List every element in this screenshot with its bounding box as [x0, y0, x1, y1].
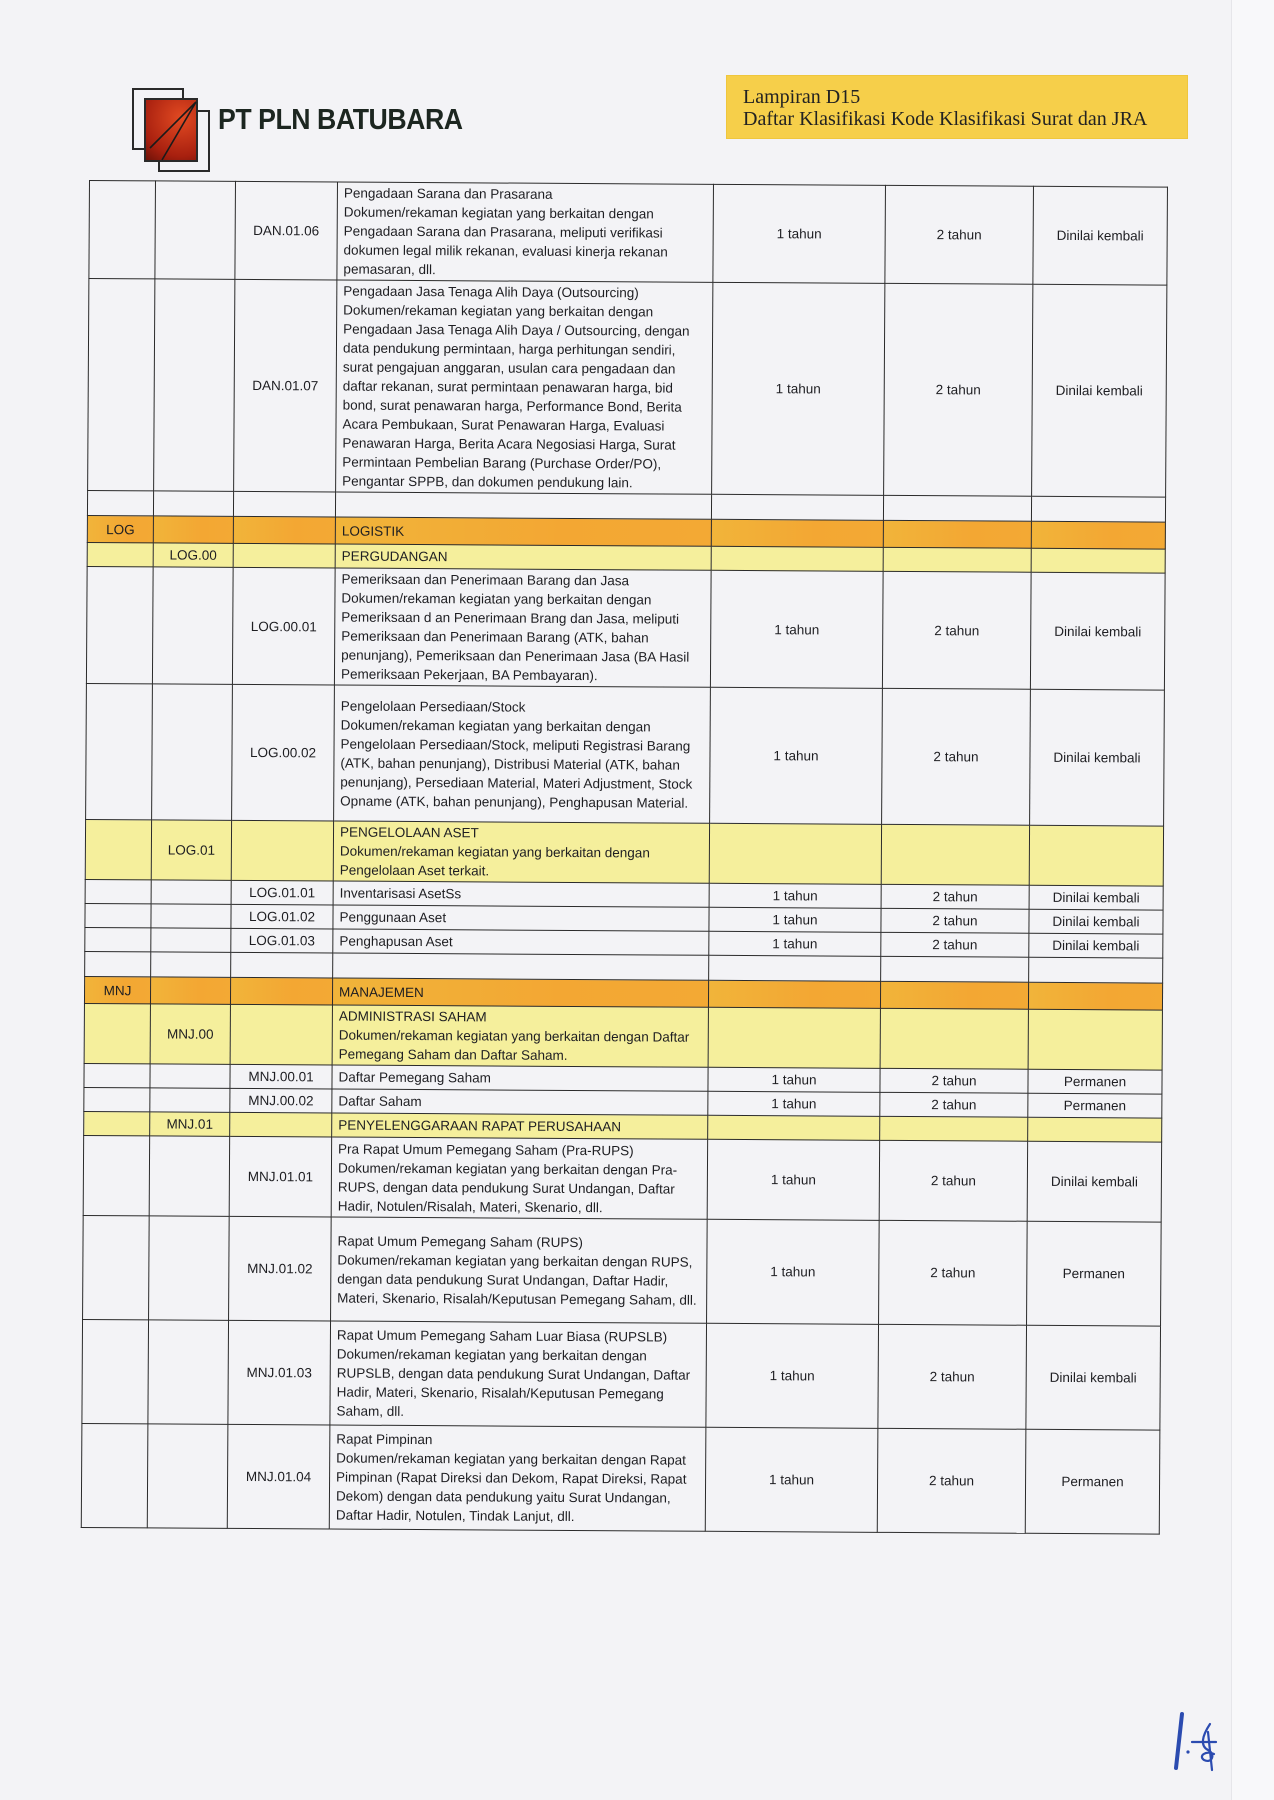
subcategory-row — [85, 819, 1163, 886]
retention-active: 1 tahun — [710, 687, 883, 824]
empty-cell — [335, 492, 711, 519]
empty-cell — [84, 1003, 150, 1063]
retention-inactive: 2 tahun — [882, 571, 1031, 689]
empty-cell — [85, 951, 151, 976]
category-title: LOGISTIK — [335, 517, 711, 546]
subcategory-code: LOG.00 — [153, 543, 233, 567]
logo-mark-icon — [130, 86, 212, 172]
empty-cell — [85, 819, 151, 879]
item-title: Inventarisasi AsetSs — [339, 885, 462, 902]
retention-final: Dinilai kembali — [1029, 933, 1163, 958]
table-row — [86, 683, 1165, 826]
item-description — [331, 1217, 708, 1323]
empty-cell — [151, 952, 231, 977]
empty-cell — [1029, 825, 1163, 886]
empty-cell — [230, 1112, 332, 1137]
item-code: MNJ.00.01 — [230, 1064, 332, 1089]
empty-cell — [711, 546, 883, 571]
retention-active: 1 tahun — [708, 1091, 880, 1116]
empty-cell — [880, 1008, 1028, 1069]
item-title: Pengadaan Jasa Tenaga Alih Daya (Outsourcing) — [343, 283, 639, 301]
item-desc: Dokumen/rekaman kegiatan yang berkaitan dengan Pengadaan Sarana dan Prasarana, meliputi verifikasi dokumen legal milik rekanan, evaluasi kinerja rekanan pemasaran, dll. — [343, 204, 668, 278]
empty-cell — [87, 490, 153, 515]
subcategory-title: PERGUDANGAN — [341, 548, 448, 565]
item-description — [332, 1065, 708, 1091]
empty-cell — [333, 953, 709, 980]
empty-cell — [150, 1064, 230, 1088]
item-title: Rapat Pimpinan — [336, 1431, 433, 1448]
empty-cell — [1031, 548, 1165, 573]
item-code: MNJ.01.02 — [229, 1216, 332, 1321]
empty-cell — [152, 567, 233, 684]
subcategory-code: MNJ.00 — [150, 1004, 230, 1064]
empty-cell — [88, 279, 155, 491]
empty-cell — [230, 977, 332, 1005]
empty-cell — [87, 542, 153, 566]
retention-active: 1 tahun — [708, 1067, 880, 1092]
retention-active: 1 tahun — [710, 570, 883, 688]
item-description — [331, 1137, 707, 1219]
retention-final: Dinilai kembali — [1030, 572, 1165, 690]
empty-cell — [86, 683, 153, 819]
empty-cell — [85, 903, 151, 927]
empty-cell — [84, 1111, 150, 1135]
item-description — [333, 905, 709, 931]
item-description — [330, 1321, 707, 1427]
empty-cell — [231, 820, 333, 881]
item-description — [332, 1089, 708, 1115]
empty-cell — [1028, 982, 1162, 1010]
empty-cell — [147, 1424, 228, 1528]
item-desc: Dokumen/rekaman kegiatan yang berkaitan dengan Pra-RUPS, dengan data pendukung Surat Undangan, Daftar Hadir, Notulen/Risalah, Materi, Skenario, dll. — [337, 1160, 678, 1215]
retention-final: Permanen — [1027, 1221, 1162, 1326]
empty-cell — [1028, 1117, 1162, 1142]
item-description — [334, 568, 711, 687]
retention-final: Dinilai kembali — [1033, 186, 1168, 285]
item-desc: Dokumen/rekaman kegiatan yang berkaitan dengan Pengelolaan Persediaan/Stock, meliputi Registrasi Barang (ATK, bahan penunjang), Distribusi Material (ATK, bahan penunjang), Persediaan Material, Materi Adjustment, Stock Opname (ATK, bahan penunjang), Penghapusan Material. — [340, 717, 693, 811]
retention-active: 1 tahun — [709, 907, 881, 932]
retention-active: 1 tahun — [709, 931, 881, 956]
empty-cell — [708, 980, 880, 1008]
item-title: Rapat Umum Pemegang Saham (RUPS) — [337, 1233, 583, 1250]
item-title: Pemeriksaan dan Penerimaan Barang dan Jasa — [341, 571, 630, 589]
empty-cell — [81, 1423, 148, 1527]
item-code: LOG.01.03 — [231, 928, 333, 953]
empty-cell — [231, 952, 333, 978]
table-row — [81, 1423, 1160, 1534]
subcategory-title: ADMINISTRASI SAHAM — [338, 1008, 487, 1025]
item-code: MNJ.00.02 — [230, 1088, 332, 1113]
item-code: LOG.01.02 — [231, 904, 333, 929]
retention-inactive: 2 tahun — [877, 1428, 1026, 1533]
retention-final: Dinilai kembali — [1030, 689, 1165, 826]
empty-cell — [711, 494, 883, 520]
empty-cell — [1028, 1009, 1162, 1070]
retention-active: 1 tahun — [707, 1139, 879, 1220]
item-code: MNJ.01.03 — [228, 1320, 331, 1425]
empty-cell — [883, 547, 1031, 572]
category-code: MNJ — [84, 976, 150, 1003]
subcategory-desc: Dokumen/rekaman kegiatan yang berkaitan dengan Daftar Pemegang Saham dan Daftar Saham. — [338, 1027, 690, 1063]
empty-cell — [709, 823, 881, 884]
empty-cell — [883, 495, 1031, 521]
item-title: Pengelolaan Persediaan/Stock — [340, 698, 526, 715]
empty-cell — [84, 1087, 150, 1111]
retention-final: Dinilai kembali — [1027, 1141, 1161, 1222]
item-title: Penghapusan Aset — [339, 933, 453, 950]
item-desc: Dokumen/rekaman kegiatan yang berkaitan dengan Pengadaan Jasa Tenaga Alih Daya / Outsourcing, dengan data pendukung permintaan, harga perhitungan sendiri, surat pengajuan anggaran, usulan cara pengadaan dan daftar rekanan, surat permintaan penawaran harga, bid bond, surat penawaran harga, Performance Bond, Berita Acara Pembukaan, Surat Penawaran Harga, Evaluasi Penawaran Harga, Berita Acara Negosiasi Harga, Surat Permintaan Pembelian Barang (Purchase Order/PO), Pengantar SPPB, dan dokumen pendukung lain. — [342, 302, 690, 491]
empty-cell — [708, 1115, 880, 1140]
item-desc: Dokumen/rekaman kegiatan yang berkaitan dengan Pemeriksaan d an Penerimaan Brang dan Jasa, meliputi Pemeriksaan dan Penerimaan Barang (ATK, bahan penunjang), Pemeriksaan dan Penerimaan Jasa (BA Hasil Pemeriksaan Pekerjaan, BA Pembayaran). — [340, 590, 690, 684]
empty-cell — [1029, 957, 1163, 983]
retention-final: Dinilai kembali — [1026, 1325, 1161, 1430]
item-code: DAN.01.06 — [235, 181, 338, 280]
empty-cell — [148, 1320, 229, 1424]
retention-inactive: 2 tahun — [880, 1092, 1028, 1117]
item-desc: Dokumen/rekaman kegiatan yang berkaitan dengan RUPSLB, dengan data pendukung Surat Undangan, Daftar Hadir, Materi, Skenario, Risalah/Keputusan Pemegang Saham, dll. — [336, 1346, 691, 1419]
subcategory-title: PENYELENGGARAAN RAPAT PERUSAHAAN — [338, 1117, 622, 1135]
item-title: Pra Rapat Umum Pemegang Saham (Pra-RUPS) — [338, 1141, 634, 1158]
item-code: MNJ.01.01 — [229, 1136, 331, 1217]
empty-cell — [708, 1007, 880, 1068]
empty-cell — [151, 928, 231, 952]
retention-inactive: 2 tahun — [881, 908, 1029, 933]
retention-final: Dinilai kembali — [1029, 885, 1163, 910]
empty-cell — [709, 955, 881, 981]
item-desc: Dokumen/rekaman kegiatan yang berkaitan dengan Rapat Pimpinan (Rapat Direksi dan Dekom, Rapat Direksi, Rapat Dekom) dengan data pendukung yaitu Surat Undangan, Daftar Hadir, Notulen, Tindak Lanjut, dll. — [335, 1450, 687, 1524]
subcategory-description — [335, 544, 711, 570]
retention-active: 1 tahun — [709, 883, 881, 908]
empty-cell — [151, 904, 231, 928]
retention-final: Permanen — [1028, 1093, 1162, 1118]
empty-cell — [880, 1116, 1028, 1141]
subcategory-description — [332, 1113, 708, 1139]
signature-initials-icon — [1172, 1706, 1222, 1776]
empty-cell — [150, 977, 230, 1004]
retention-final: Permanen — [1028, 1069, 1162, 1094]
empty-cell — [149, 1136, 229, 1216]
item-description — [337, 182, 714, 282]
retention-inactive: 2 tahun — [884, 283, 1033, 496]
item-title: Rapat Umum Pemegang Saham Luar Biasa (RUPSLB) — [336, 1327, 668, 1345]
retention-active: 1 tahun — [712, 282, 885, 495]
empty-cell — [151, 880, 231, 904]
empty-cell — [83, 1215, 150, 1319]
retention-final: Permanen — [1025, 1429, 1160, 1534]
empty-cell — [85, 927, 151, 951]
item-description — [334, 685, 711, 823]
empty-cell — [82, 1319, 149, 1423]
retention-final: Dinilai kembali — [1029, 909, 1163, 934]
empty-cell — [881, 956, 1029, 982]
category-title: MANAJEMEN — [332, 978, 708, 1007]
attachment-number: Lampiran D15 — [743, 86, 861, 108]
item-description — [333, 881, 709, 907]
company-logo — [130, 86, 510, 176]
empty-cell — [154, 279, 235, 491]
empty-cell — [89, 181, 156, 279]
attachment-label-box — [727, 76, 1187, 138]
table-row — [89, 181, 1168, 286]
retention-inactive: 2 tahun — [878, 1324, 1027, 1429]
item-title: Penggunaan Aset — [339, 909, 447, 926]
item-code: LOG.00.01 — [232, 567, 335, 685]
retention-active: 1 tahun — [713, 184, 886, 283]
table-row — [88, 279, 1167, 498]
retention-inactive: 2 tahun — [880, 1068, 1028, 1093]
empty-cell — [83, 1135, 149, 1215]
subcategory-description — [332, 1005, 708, 1067]
subcategory-desc: Dokumen/rekaman kegiatan yang berkaitan dengan Pengelolaan Aset terkait. — [339, 843, 650, 879]
empty-cell — [233, 516, 335, 544]
subcategory-code: LOG.01 — [151, 820, 231, 880]
empty-cell — [84, 1063, 150, 1087]
empty-cell — [85, 879, 151, 903]
empty-cell — [880, 981, 1028, 1009]
retention-inactive: 2 tahun — [881, 884, 1029, 909]
item-description — [329, 1425, 706, 1531]
item-description — [336, 280, 713, 494]
empty-cell — [230, 1004, 332, 1065]
empty-cell — [86, 566, 153, 683]
empty-cell — [1031, 496, 1165, 522]
empty-cell — [711, 519, 883, 547]
item-code: LOG.00.02 — [232, 684, 335, 821]
table-row — [86, 566, 1165, 690]
retention-inactive: 2 tahun — [885, 185, 1034, 284]
retention-inactive: 2 tahun — [879, 1140, 1027, 1221]
subcategory-title: PENGELOLAAN ASET — [339, 824, 479, 841]
retention-inactive: 2 tahun — [879, 1220, 1028, 1325]
item-code: MNJ.01.04 — [227, 1424, 330, 1529]
empty-cell — [153, 516, 233, 543]
retention-active: 1 tahun — [706, 1323, 879, 1428]
retention-active: 1 tahun — [707, 1219, 880, 1324]
retention-inactive: 2 tahun — [881, 932, 1029, 957]
subcategory-row — [84, 1003, 1162, 1070]
item-title: Daftar Pemegang Saham — [338, 1069, 491, 1086]
retention-final: Dinilai kembali — [1032, 284, 1167, 497]
empty-cell — [881, 824, 1029, 885]
attachment-title: Daftar Klasifikasi Kode Klasifikasi Surat dan JRA — [743, 108, 1148, 130]
empty-cell — [883, 520, 1031, 548]
subcategory-code: MNJ.01 — [150, 1112, 230, 1136]
item-title: Pengadaan Sarana dan Prasarana — [343, 185, 553, 202]
retention-inactive: 2 tahun — [882, 688, 1031, 825]
item-description — [333, 929, 709, 955]
empty-cell — [233, 543, 335, 568]
retention-active: 1 tahun — [705, 1427, 878, 1532]
table-row — [83, 1135, 1161, 1222]
table-row — [83, 1215, 1162, 1326]
item-code: DAN.01.07 — [234, 279, 337, 492]
empty-cell — [150, 1088, 230, 1112]
company-name: PT PLN BATUBARA — [218, 104, 463, 136]
item-title: Daftar Saham — [338, 1093, 422, 1110]
empty-cell — [149, 1216, 230, 1320]
empty-cell — [233, 491, 335, 517]
empty-cell — [153, 491, 233, 516]
empty-cell — [155, 181, 236, 279]
subcategory-description — [333, 821, 709, 883]
empty-cell — [152, 684, 233, 820]
empty-cell — [1031, 521, 1165, 549]
page-edge — [1231, 0, 1274, 1800]
table-row — [82, 1319, 1161, 1430]
item-desc: Dokumen/rekaman kegiatan yang berkaitan dengan RUPS, dengan data pendukung Surat Undangan, Daftar Hadir, Materi, Skenario, Risalah/Keputusan Pemegang Saham, dll. — [337, 1252, 697, 1308]
category-code: LOG — [87, 515, 153, 542]
item-code: LOG.01.01 — [231, 880, 333, 905]
classification-table — [81, 180, 1168, 1535]
